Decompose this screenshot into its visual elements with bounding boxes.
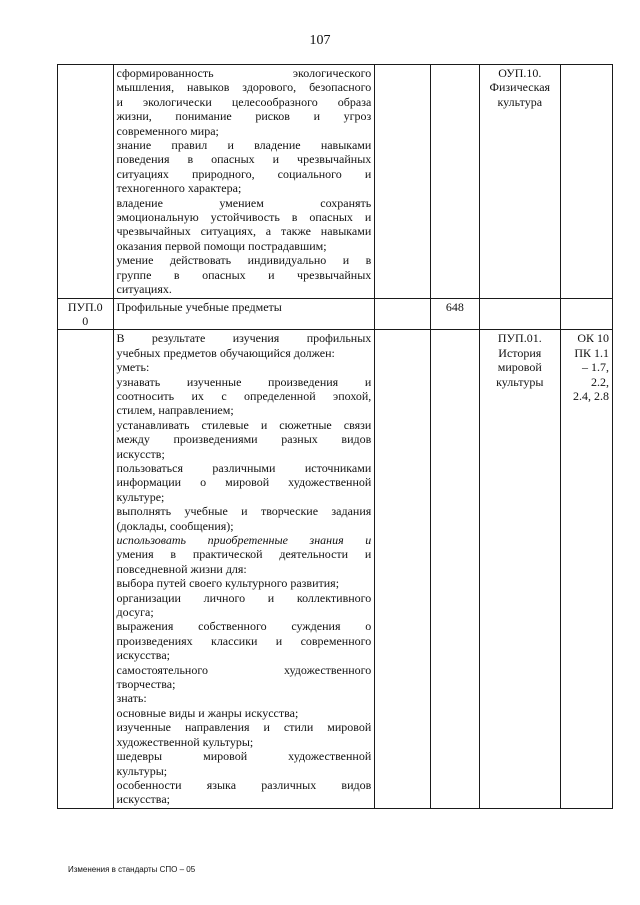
text-line: выражения собственного суждения о: [116, 619, 372, 634]
competency-text-cell: [113, 330, 375, 808]
competency-code-line: ПК 1.1: [574, 345, 609, 360]
footer-note: Изменения в стандарты СПО – 05: [68, 865, 196, 874]
competencies-cell: [560, 298, 612, 330]
section-title: Профильные учебные предметы: [116, 299, 282, 314]
text-line: сформированность экологического: [116, 66, 372, 80]
competency-text-cell: [113, 65, 375, 299]
table-row: [58, 298, 613, 330]
empty-cell: [375, 65, 431, 299]
table-row: [58, 330, 613, 808]
text-line: повседневной жизни для:: [116, 561, 247, 576]
text-line: стилем, направлением;: [116, 403, 234, 418]
text-line: культуре;: [116, 489, 165, 504]
competencies-cell: [560, 65, 612, 299]
text-line: досуга;: [116, 605, 154, 620]
text-line: выбора путей своего культурного развития;: [116, 576, 340, 591]
text-line: знать:: [116, 691, 147, 706]
text-line: узнавать изученные произведения и: [116, 374, 372, 389]
text-line: творчества;: [116, 677, 176, 692]
text-line: организации личного и коллективного: [116, 590, 372, 605]
code-cell: [58, 298, 114, 330]
text-line: произведениях классики и современного: [116, 633, 372, 648]
hours-cell: [430, 330, 479, 808]
text-line: выполнять учебные и творческие задания: [116, 504, 372, 519]
text-line: оказания первой помощи пострадавшим;: [116, 238, 327, 253]
code-line: ПУП.0: [67, 299, 103, 314]
code-line: 0: [82, 313, 89, 328]
hours-cell: [430, 65, 479, 299]
text-line: учебных предметов обучающийся должен:: [116, 345, 335, 360]
text-line: искусства;: [116, 792, 170, 807]
discipline-cell: [479, 330, 560, 808]
competency-code-line: 2.4, 2.8: [573, 388, 609, 403]
text-line: знание правил и владение навыками: [116, 138, 372, 153]
text-line: мышления, навыков здорового, безопасного: [116, 80, 372, 95]
discipline-line: культуры: [496, 374, 544, 389]
discipline-line: ПУП.01.: [497, 331, 542, 346]
discipline-cell: [479, 65, 560, 299]
competency-code-line: – 1.7,: [582, 360, 609, 375]
text-line: между произведениями разных видов: [116, 432, 372, 447]
discipline-line: культура: [497, 94, 543, 109]
text-line: группе в опасных и чрезвычайных: [116, 267, 372, 282]
text-line: искусства;: [116, 648, 170, 663]
hours-value: 648: [445, 299, 464, 314]
competency-text: [117, 66, 372, 297]
text-line: изученные направления и стили мировой: [116, 720, 372, 735]
text-line: жизни, понимание рисков и угроз: [116, 109, 372, 124]
discipline-line: мировой: [497, 360, 542, 375]
text-line: умение действовать индивидуально и в: [116, 253, 372, 268]
text-line: пользоваться различными источниками: [116, 460, 372, 475]
table-row: [58, 65, 613, 299]
competency-text: [117, 331, 372, 806]
text-line: шедевры мировой художественной: [116, 749, 372, 764]
code-cell: [58, 330, 114, 808]
text-line: уметь:: [116, 360, 150, 375]
competency-code-line: 2.2,: [591, 374, 609, 389]
text-line: эмоциональную устойчивость в опасных и: [116, 210, 372, 225]
discipline-cell: [479, 298, 560, 330]
section-title-cell: [113, 298, 375, 330]
text-line: поведения в опасных и чрезвычайных: [116, 152, 372, 167]
code-cell: [58, 65, 114, 299]
discipline-line: Физическая: [489, 80, 551, 95]
discipline-line: ОУП.10.: [498, 66, 542, 80]
text-line: владение умением сохранять: [116, 195, 372, 210]
text-line: ситуациях.: [116, 282, 172, 297]
text-line: использовать приобретенные знания и: [116, 533, 372, 547]
text-line: художественной культуры;: [116, 734, 254, 749]
text-line: современного мира;: [116, 123, 219, 138]
text-line: техногенного характера;: [116, 181, 242, 196]
text-line: умения в практической деятельности и: [116, 547, 372, 562]
text-line: устанавливать стилевые и сюжетные связи: [116, 417, 372, 432]
text-line: информации о мировой художественной: [116, 475, 372, 490]
text-line: В результате изучения профильных: [116, 331, 372, 346]
text-line: (доклады, сообщения);: [116, 518, 234, 533]
text-line: основные виды и жанры искусства;: [116, 705, 299, 720]
competency-code-line: ОК 10: [577, 331, 609, 346]
text-line: особенности языка различных видов: [116, 777, 372, 792]
text-line: культуры;: [116, 763, 168, 778]
text-line: самостоятельного художественного: [116, 662, 372, 677]
text-line: искусств;: [116, 446, 165, 461]
hours-cell: [430, 298, 479, 330]
competencies-cell: [560, 330, 612, 808]
curriculum-table: [57, 64, 613, 809]
page-number: 107: [309, 33, 331, 48]
empty-cell: [375, 330, 431, 808]
text-line: и экологически целесообразного образа: [116, 94, 372, 109]
text-line: ситуациях природного, социального и: [116, 166, 372, 181]
discipline-line: История: [498, 345, 542, 360]
empty-cell: [375, 298, 431, 330]
text-line: чрезвычайных ситуациях, а также навыками: [116, 224, 372, 239]
text-line: соотносить их с определенной эпохой,: [116, 388, 372, 403]
